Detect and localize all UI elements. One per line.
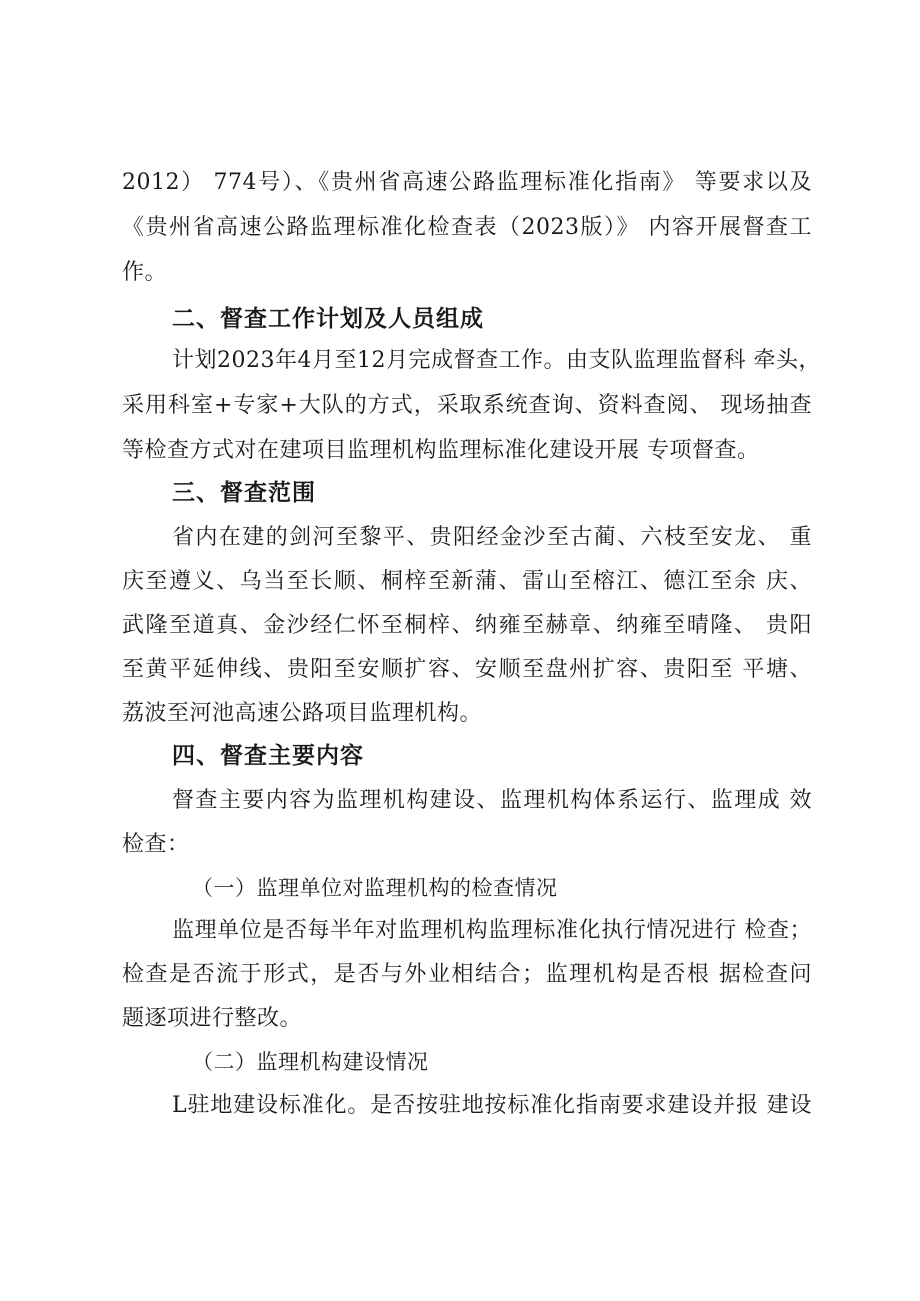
paragraph-line: 2012） 774号）、《贵州省高速公路监理标准化指南》 等要求以及: [122, 170, 812, 195]
paragraph-line: 庆至遵义、乌当至长顺、桐梓至新蒲、雷山至榕江、德江至余 庆、: [122, 569, 812, 594]
paragraph-line: 荔波至河池高速公路项目监理机构。: [122, 701, 483, 726]
paragraph-line: 督查主要内容为监理机构建设、监理机构体系运行、监理成 效: [172, 788, 812, 813]
paragraph-line: 武隆至道真、金沙经仁怀至桐梓、纳雍至赫章、纳雍至晴隆、 贵阳: [122, 613, 812, 638]
paragraph-line: 等检查方式对在建项目监理机构监理标准化建设开展 专项督查。: [122, 438, 760, 463]
paragraph-line: 采用科室+专家+大队的方式，采取系统查询、资料查阅、 现场抽查: [122, 393, 812, 418]
paragraph-line: 省内在建的剑河至黎平、贵阳经金沙至古蔺、六枝至安龙、 重: [172, 525, 812, 550]
section-heading-3: 三、督查范围: [172, 480, 316, 506]
paragraph-line: 《贵州省高速公路监理标准化检查表（2023版）》 内容开展督查工: [122, 215, 812, 240]
paragraph-line: 检查是否流于形式，是否与外业相结合；监理机构是否根 据检查问: [122, 962, 812, 987]
section-heading-2: 二、督查工作计划及人员组成: [172, 306, 484, 332]
subsection-heading-1: （一）监理单位对监理机构的检查情况: [192, 876, 558, 900]
paragraph-line: 至黄平延伸线、贵阳至安顺扩容、安顺至盘州扩容、贵阳至 平塘、: [122, 657, 812, 682]
paragraph-line: 检查：: [122, 832, 190, 857]
paragraph-line: 作。: [122, 260, 168, 285]
paragraph-line: 监理单位是否每半年对监理机构监理标准化执行情况进行 检查；: [172, 918, 812, 943]
paragraph-line: 计划2023年4月至12月完成督查工作。由支队监理监督科 牵头，: [172, 348, 821, 373]
subsection-heading-2: （二）监理机构建设情况: [192, 1050, 429, 1074]
paragraph-line: 题逐项进行整改。: [122, 1006, 303, 1031]
paragraph-line: L驻地建设标准化。是否按驻地按标准化指南要求建设并报 建设: [172, 1093, 812, 1118]
section-heading-4: 四、督查主要内容: [172, 743, 364, 769]
